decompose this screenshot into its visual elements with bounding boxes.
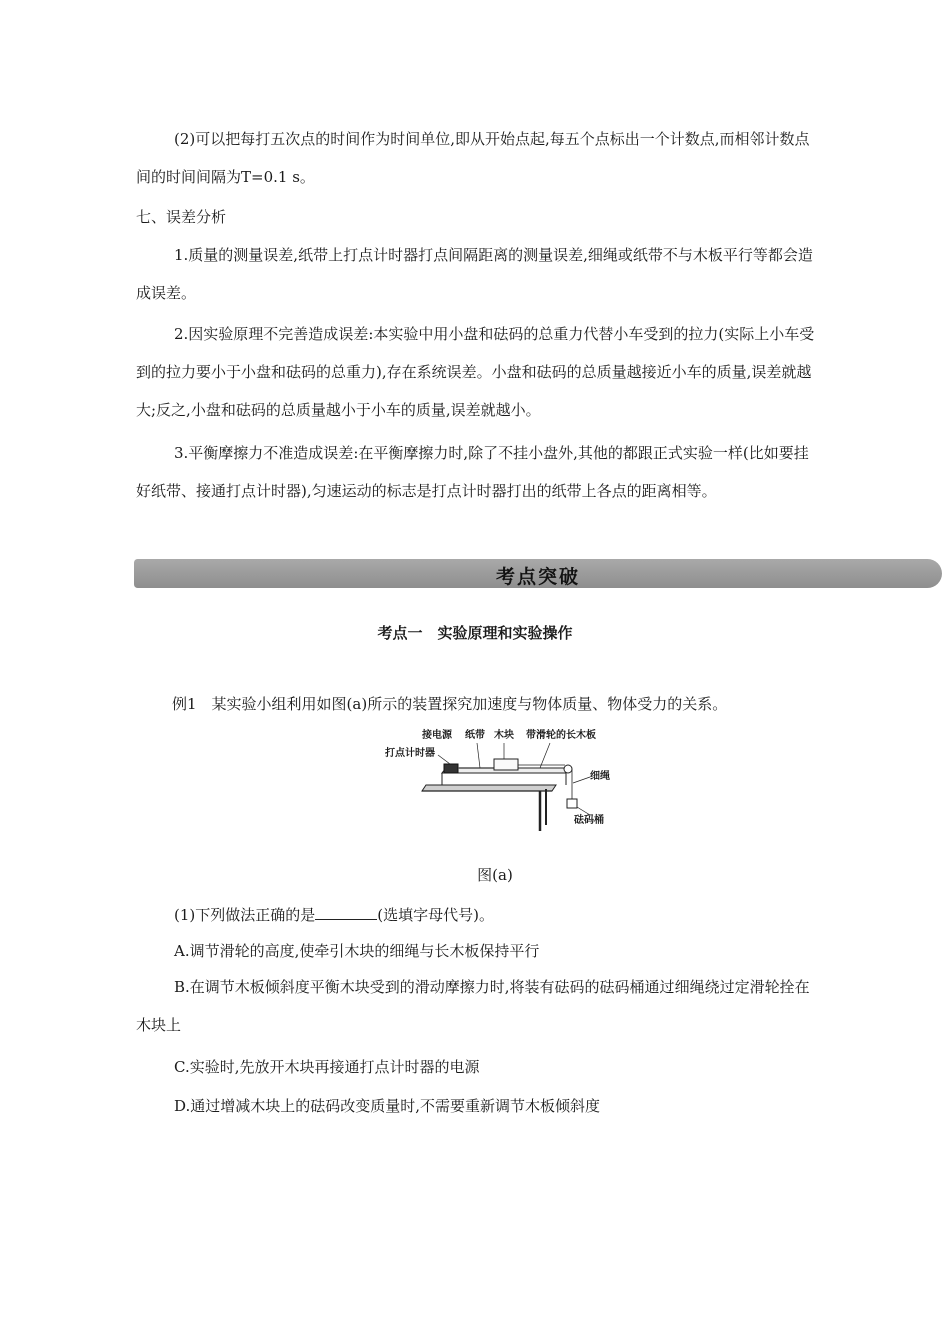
pulley-shape — [564, 765, 572, 773]
question-1-stem — [174, 904, 494, 925]
label-bucket: 砝码桶 — [574, 815, 604, 826]
option-a: A.调节滑轮的高度,使牵引木块的细绳与长木板保持平行 — [174, 942, 540, 960]
label-tape: 纸带 — [465, 730, 485, 741]
option-b: B.在调节木板倾斜度平衡木块受到的滑动摩擦力时,将装有砝码的砝码桶通过细绳绕过定滑轮拴在木块上 — [136, 978, 810, 1034]
block-shape — [494, 759, 518, 770]
section-banner-title: 考点突破 — [495, 566, 580, 588]
paragraph-time-unit: (2)可以把每打五次点的时间作为时间单位,即从开始点起,每五个点标出一个计数点,而相邻计数点间的时间间隔为T=0.1 s。 — [136, 130, 810, 186]
section-heading-error-analysis: 七、误差分析 — [136, 208, 227, 226]
question-1-stem-text: (1)下列做法正确的是 — [174, 906, 316, 924]
label-board: 带滑轮的长木板 — [526, 730, 596, 741]
paragraph-error-3: 3.平衡摩擦力不准造成误差:在平衡摩擦力时,除了不挂小盘外,其他的都跟正式实验一样(比如要挂好纸带、接通打点计时器),匀速运动的标志是打点计时器打出的纸带上各点的距离相等。 — [136, 444, 809, 500]
label-timer: 打点计时器 — [385, 748, 435, 759]
label-rope: 细绳 — [590, 771, 610, 782]
bucket-shape — [567, 799, 577, 808]
label-power: 接电源 — [422, 730, 452, 741]
kaodian-title: 考点一 实验原理和实验操作 — [377, 624, 573, 642]
timer-shape — [444, 764, 458, 773]
section-banner — [134, 559, 942, 588]
option-d: D.通过增减木块上的砝码改变质量时,不需要重新调节木板倾斜度 — [174, 1097, 601, 1115]
figure-caption: 图(a) — [477, 866, 513, 884]
option-c: C.实验时,先放开木块再接通打点计时器的电源 — [174, 1058, 480, 1076]
answer-blank[interactable] — [315, 904, 377, 920]
label-block: 木块 — [494, 730, 514, 741]
paragraph-error-2: 2.因实验原理不完善造成误差:本实验中用小盘和砝码的总重力代替小车受到的拉力(实际上小车受到的拉力要小于小盘和砝码的总重力),存在系统误差。小盘和砝码的总质量越接近小车的质量,误差就越大;反之,小盘和砝码的总质量越小于小车的质量,误差就越小。 — [136, 325, 815, 419]
question-1-stem-suffix: (选填字母代号)。 — [377, 906, 494, 924]
apparatus-figure — [380, 725, 620, 835]
example-1-intro: 例1 某实验小组利用如图(a)所示的装置探究加速度与物体质量、物体受力的关系。 — [172, 695, 728, 713]
paragraph-error-1: 1.质量的测量误差,纸带上打点计时器打点间隔距离的测量误差,细绳或纸带不与木板平行等都会造成误差。 — [136, 246, 813, 302]
